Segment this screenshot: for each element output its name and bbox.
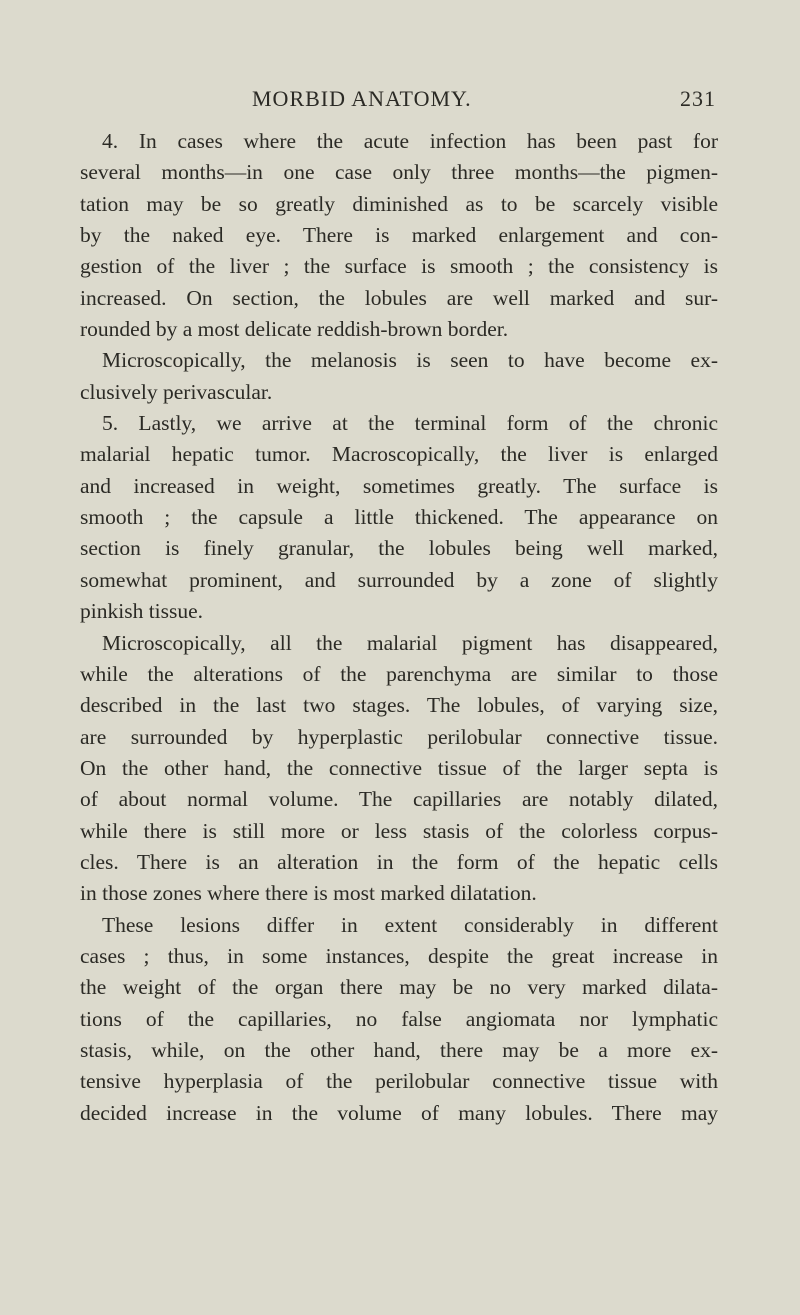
text-line: malarial hepatic tumor. Macroscopically, the liver is enlarged <box>80 442 718 467</box>
text-line: 4. In cases where the acute infection has been past for <box>102 129 718 153</box>
text-line: cases ; thus, in some instances, despite the great increase in <box>80 943 718 968</box>
text-line: of about normal volume. The capillaries are notably dilated, <box>80 787 718 812</box>
text-line: pinkish tissue. <box>80 599 204 624</box>
text-line: These lesions differ in extent considerably in different <box>102 912 718 937</box>
text-line: several months—in one case only three months—the pigmen- <box>80 160 718 185</box>
text-line: tions of the capillaries, no false angiomata nor lymphatic <box>80 1006 718 1031</box>
text-line: tensive hyperplasia of the perilobular connective tissue with <box>80 1069 718 1094</box>
text-line: while there is still more or less stasis of the colorless corpus- <box>80 818 718 843</box>
text-line: are surrounded by hyperplastic perilobular connective tissue. <box>80 724 718 749</box>
text-line: in those zones where there is most marked dilatation. <box>80 881 537 906</box>
text-line: the weight of the organ there may be no very marked dilata- <box>80 975 718 1000</box>
text-line: increased. On section, the lobules are well marked and sur- <box>80 285 718 310</box>
text-line: rounded by a most delicate reddish-brown border. <box>80 317 509 342</box>
text-line: smooth ; the capsule a little thickened. The appearance on <box>80 505 718 530</box>
text-line: Microscopically, the melanosis is seen to have become ex- <box>102 348 718 373</box>
text-line: stasis, while, on the other hand, there may be a more ex- <box>80 1037 718 1062</box>
text-line: On the other hand, the connective tissue of the larger septa is <box>80 755 718 780</box>
text-line: Microscopically, all the malarial pigment has disappeared, <box>102 630 718 655</box>
page-header <box>80 86 716 112</box>
text-line: somewhat prominent, and surrounded by a zone of slightly <box>80 567 718 592</box>
text-line: tation may be so greatly diminished as to be scarcely visible <box>80 191 718 216</box>
text-line: and increased in weight, sometimes greatly. The surface is <box>80 473 718 498</box>
text-line: by the naked eye. There is marked enlargement and con- <box>80 223 718 248</box>
running-title: MORBID ANATOMY. <box>252 86 472 111</box>
text-line: decided increase in the volume of many lobules. There may <box>80 1100 718 1125</box>
text-line: cles. There is an alteration in the form of the hepatic cells <box>80 849 718 874</box>
text-line: while the alterations of the parenchyma are similar to those <box>80 661 718 686</box>
text-line: described in the last two stages. The lobules, of varying size, <box>80 693 718 718</box>
text-line: gestion of the liver ; the surface is smooth ; the consistency is <box>80 254 718 279</box>
body-text <box>80 126 718 1129</box>
text-line: section is finely granular, the lobules being well marked, <box>80 536 718 561</box>
text-line: clusively perivascular. <box>80 379 273 404</box>
text-line: 5. Lastly, we arrive at the terminal form of the chronic <box>102 411 718 436</box>
page-number: 231 <box>680 86 716 111</box>
